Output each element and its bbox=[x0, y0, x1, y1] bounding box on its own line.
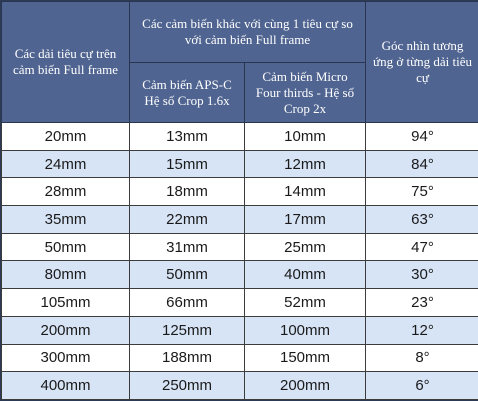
cell-mft: 25mm bbox=[245, 233, 366, 261]
cell-mft: 150mm bbox=[245, 344, 366, 372]
cell-angle: 84° bbox=[366, 150, 478, 178]
cell-angle: 63° bbox=[366, 206, 478, 234]
cell-aps-c: 15mm bbox=[130, 150, 245, 178]
focal-length-table bbox=[1, 1, 478, 400]
table-row bbox=[2, 206, 478, 234]
cell-mft: 17mm bbox=[245, 206, 366, 234]
table-header bbox=[2, 2, 478, 123]
header-angle-of-view: Góc nhìn tương ứng ở từng dải tiêu cự bbox=[366, 2, 478, 123]
cell-angle: 12° bbox=[366, 316, 478, 344]
cell-angle: 75° bbox=[366, 178, 478, 206]
table-row bbox=[2, 372, 478, 400]
cell-full-frame: 105mm bbox=[2, 289, 130, 317]
cell-aps-c: 31mm bbox=[130, 233, 245, 261]
cell-full-frame: 300mm bbox=[2, 344, 130, 372]
cell-full-frame: 35mm bbox=[2, 206, 130, 234]
table-row bbox=[2, 261, 478, 289]
table-row bbox=[2, 233, 478, 261]
cell-full-frame: 20mm bbox=[2, 123, 130, 151]
table-row bbox=[2, 150, 478, 178]
cell-aps-c: 66mm bbox=[130, 289, 245, 317]
header-aps-c: Cảm biến APS-C Hệ số Crop 1.6x bbox=[130, 63, 245, 123]
cell-full-frame: 200mm bbox=[2, 316, 130, 344]
cell-aps-c: 18mm bbox=[130, 178, 245, 206]
cell-mft: 200mm bbox=[245, 372, 366, 400]
cell-mft: 12mm bbox=[245, 150, 366, 178]
cell-full-frame: 24mm bbox=[2, 150, 130, 178]
cell-angle: 30° bbox=[366, 261, 478, 289]
cell-aps-c: 22mm bbox=[130, 206, 245, 234]
table-row bbox=[2, 344, 478, 372]
table-row bbox=[2, 289, 478, 317]
table-row bbox=[2, 123, 478, 151]
cell-mft: 100mm bbox=[245, 316, 366, 344]
cell-mft: 40mm bbox=[245, 261, 366, 289]
cell-angle: 47° bbox=[366, 233, 478, 261]
header-other-sensors-group: Các cảm biến khác với cùng 1 tiêu cự so với cảm biến Full frame bbox=[130, 2, 366, 63]
cell-aps-c: 125mm bbox=[130, 316, 245, 344]
cell-angle: 6° bbox=[366, 372, 478, 400]
cell-full-frame: 400mm bbox=[2, 372, 130, 400]
cell-mft: 14mm bbox=[245, 178, 366, 206]
cell-angle: 94° bbox=[366, 123, 478, 151]
header-micro-four-thirds: Cảm biến Micro Four thirds - Hệ số Crop 2x bbox=[245, 63, 366, 123]
cell-aps-c: 250mm bbox=[130, 372, 245, 400]
cell-aps-c: 13mm bbox=[130, 123, 245, 151]
cell-angle: 8° bbox=[366, 344, 478, 372]
cell-aps-c: 50mm bbox=[130, 261, 245, 289]
table-row bbox=[2, 316, 478, 344]
cell-full-frame: 80mm bbox=[2, 261, 130, 289]
cell-full-frame: 28mm bbox=[2, 178, 130, 206]
cell-aps-c: 188mm bbox=[130, 344, 245, 372]
cell-mft: 52mm bbox=[245, 289, 366, 317]
header-full-frame: Các dải tiêu cự trên cảm biến Full frame bbox=[2, 2, 130, 123]
cell-full-frame: 50mm bbox=[2, 233, 130, 261]
table-row bbox=[2, 178, 478, 206]
cell-angle: 23° bbox=[366, 289, 478, 317]
cell-mft: 10mm bbox=[245, 123, 366, 151]
table-body bbox=[2, 123, 478, 400]
